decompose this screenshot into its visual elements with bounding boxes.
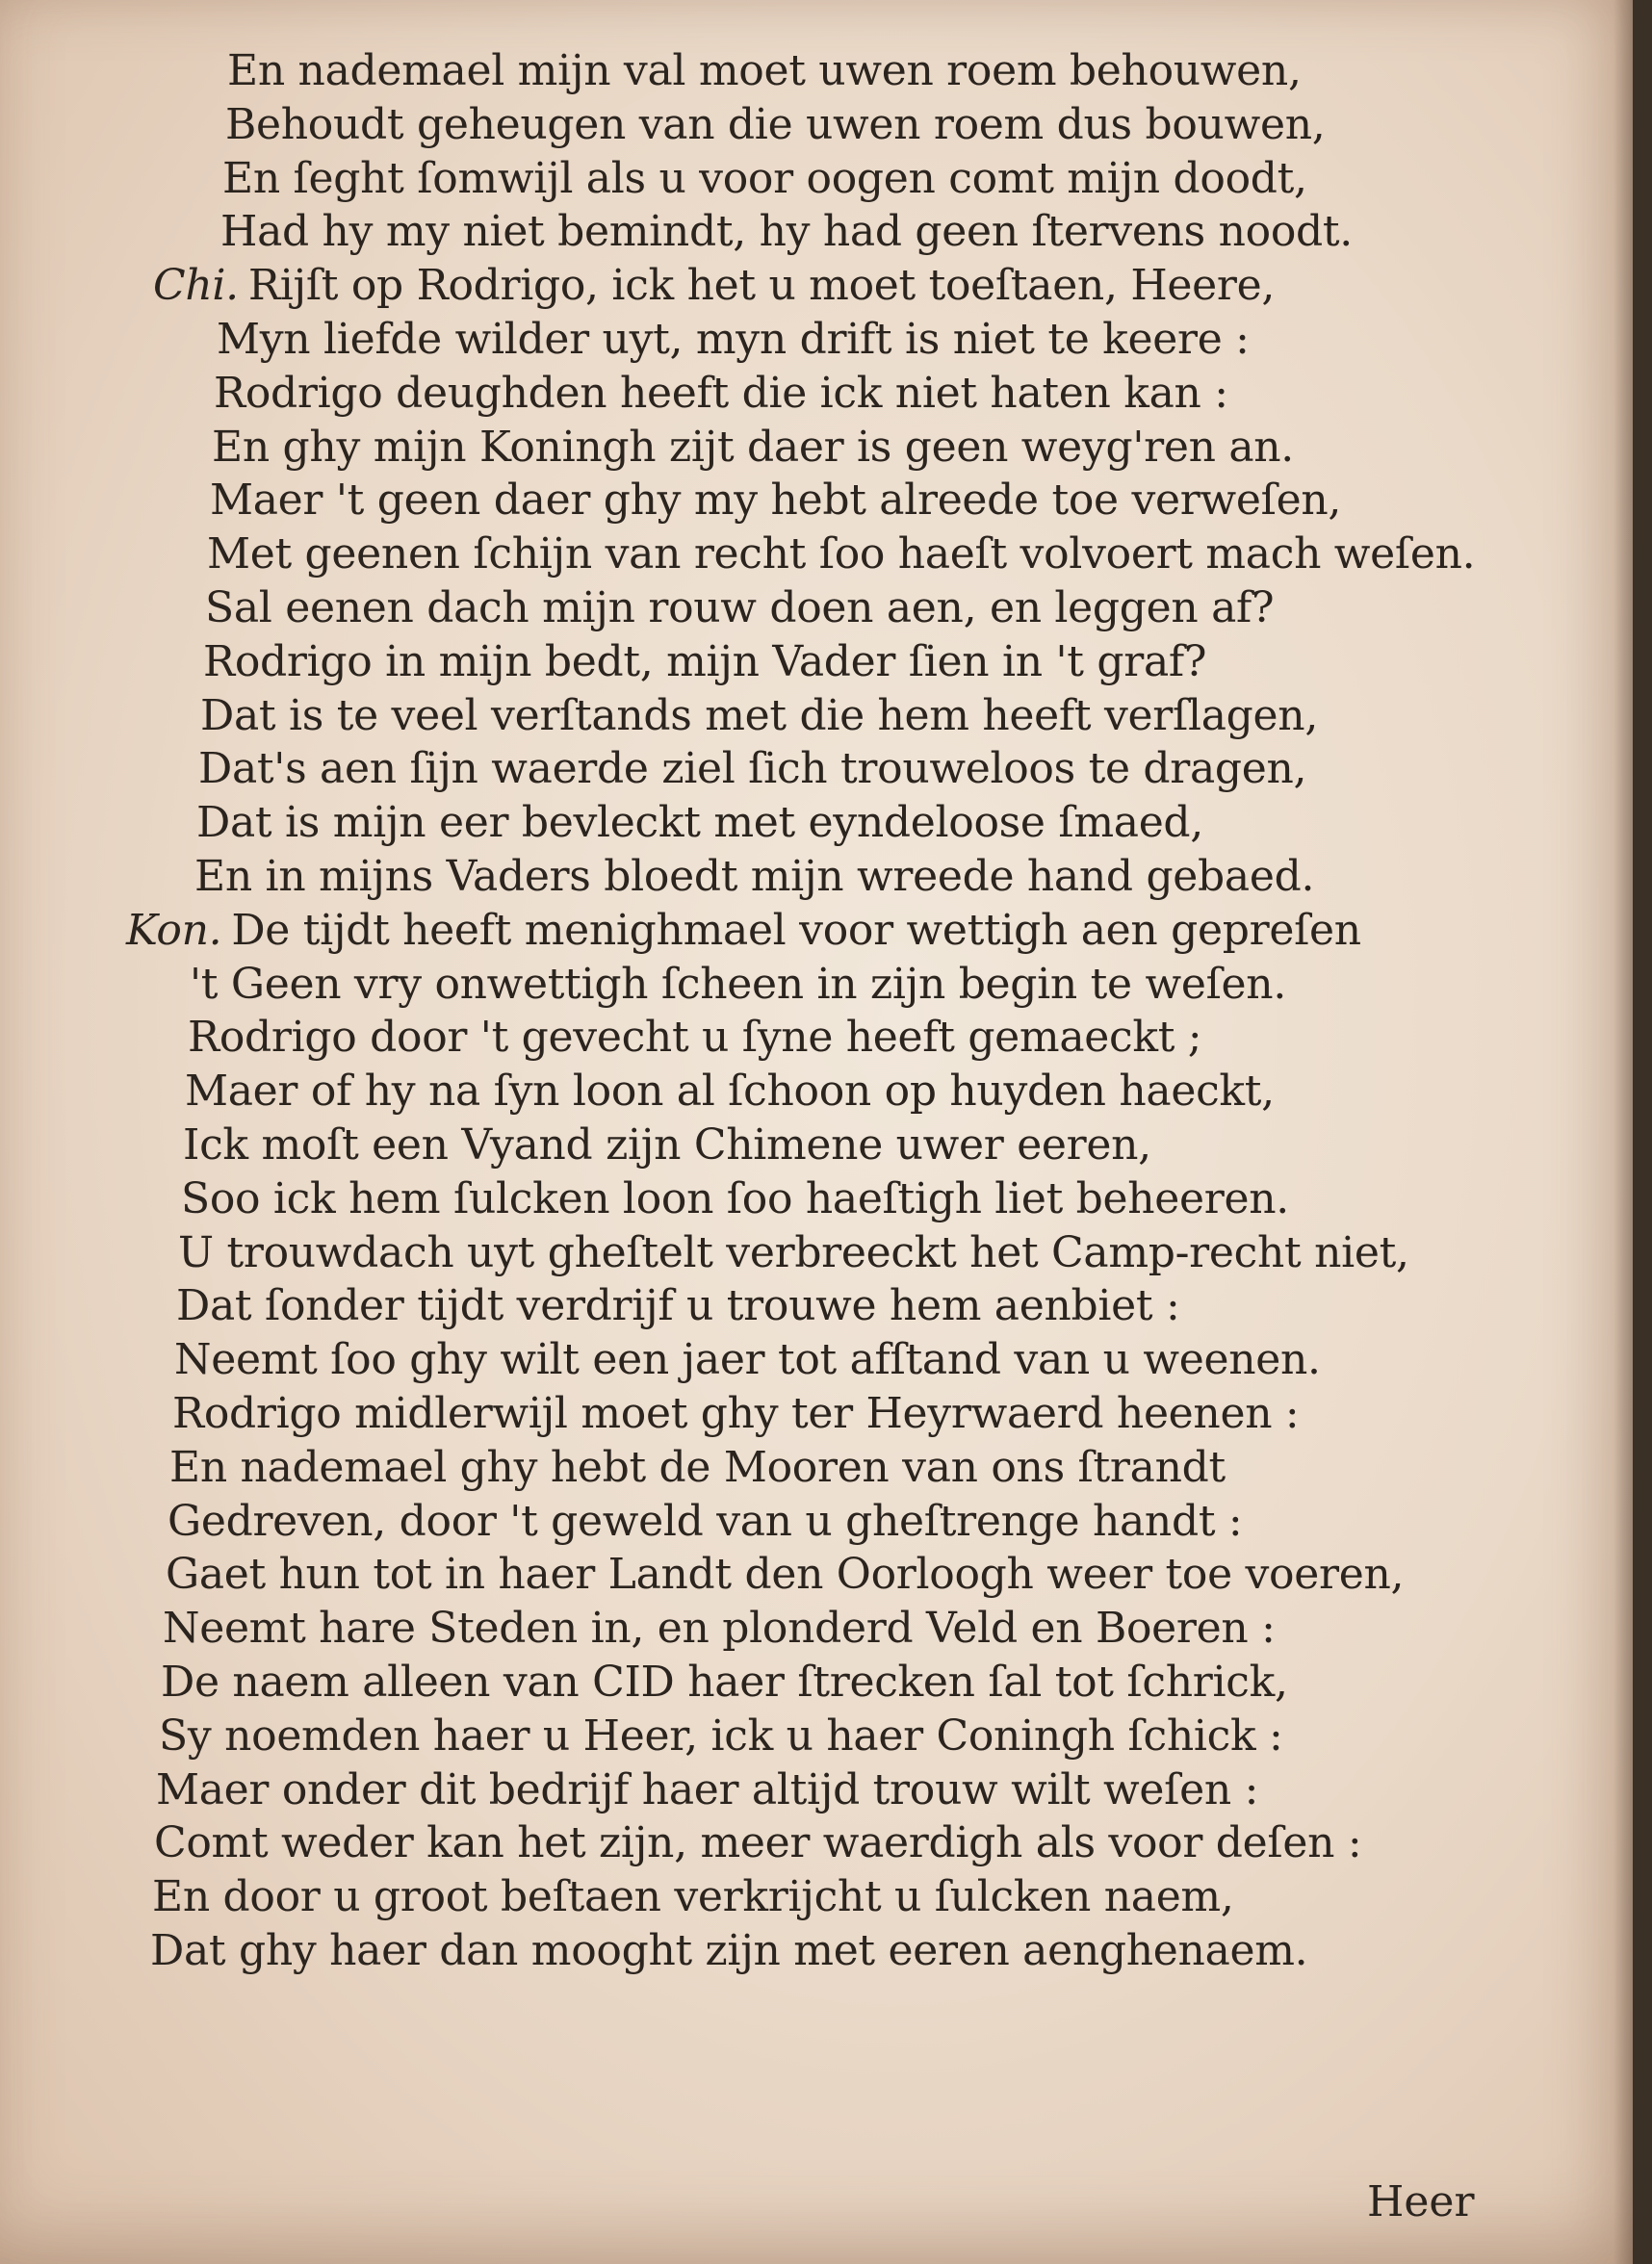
- poem-line: [185, 1067, 1275, 1117]
- poem-line: [153, 261, 1275, 311]
- line-text: En door u groot beſtaen verkrijcht u ſulcken naem,: [152, 1872, 1234, 1921]
- line-text: Neemt hare Steden in, en plonderd Veld en Boeren :: [163, 1604, 1276, 1653]
- line-text: Soo ick hem ſulcken loon ſoo haeſtigh liet beheeren.: [181, 1174, 1289, 1223]
- line-text: U trouwdach uyt gheſtelt verbreeckt het Camp-recht niet,: [178, 1228, 1409, 1277]
- speaker-label: Chi.: [153, 261, 239, 310]
- line-text: Maer onder dit bedrijf haer altijd trouw wilt weſen :: [156, 1765, 1259, 1814]
- poem-line: [212, 423, 1294, 473]
- line-text: Gedreven, door 't geweld van u gheſtrenge handt :: [168, 1497, 1243, 1546]
- poem-line: [194, 852, 1314, 902]
- line-text: Had hy my niet bemindt, hy had geen ſtervens noodt.: [220, 207, 1353, 256]
- poem-line: [222, 154, 1307, 204]
- poem-line: [176, 1281, 1179, 1331]
- line-text: Ick moſt een Vyand zijn Chimene uwer eeren,: [183, 1120, 1151, 1170]
- poem-line: [196, 798, 1203, 848]
- line-text: De naem alleen van CID haer ſtrecken ſal tot ſchrick,: [161, 1658, 1288, 1707]
- poem-line: [188, 1013, 1201, 1063]
- line-text: Dat's aen ſijn waerde ziel ſich trouweloos te dragen,: [198, 744, 1307, 793]
- line-text: Rodrigo deughden heeft die ick niet haten kan :: [214, 369, 1228, 418]
- poem-line: [183, 1120, 1151, 1171]
- speaker-label: Kon.: [126, 906, 222, 955]
- poem-line: [200, 691, 1318, 741]
- poem-line: [210, 476, 1341, 526]
- line-text: Dat is mijn eer bevleckt met eyndeloose ſmaed,: [196, 798, 1203, 847]
- poem-line: [198, 744, 1306, 794]
- poem-line: [163, 1604, 1276, 1654]
- poem-line: [161, 1658, 1288, 1708]
- poem-line: [225, 100, 1325, 150]
- line-text: Maer 't geen daer ghy my hebt alreede toe verweſen,: [210, 476, 1342, 525]
- line-text: Rodrigo door 't gevecht u ſyne heeft gemaeckt ;: [188, 1013, 1202, 1062]
- line-text: Behoudt geheugen van die uwen roem dus bouwen,: [225, 100, 1326, 149]
- line-text: Sy noemden haer u Heer, ick u haer Coningh ſchick :: [159, 1711, 1283, 1761]
- line-text: Dat is te veel verſtands met die hem heeft verſlagen,: [200, 691, 1319, 740]
- line-text: 't Geen vry onwettigh ſcheen in zijn begin te weſen.: [190, 960, 1287, 1009]
- line-text: De tijdt heeft menighmael voor wettigh aen gepreſen: [231, 906, 1361, 955]
- line-text: Dat ſonder tijdt verdrijf u trouwe hem aenbiet :: [176, 1281, 1180, 1330]
- poem-line: [166, 1550, 1404, 1600]
- poem-line: [169, 1443, 1226, 1493]
- poem-line: [156, 1765, 1258, 1815]
- poem-line: [205, 583, 1274, 633]
- line-text: Neemt ſoo ghy wilt een jaer tot afſtand van u weenen.: [174, 1335, 1321, 1384]
- poem-line: [159, 1711, 1283, 1762]
- line-text: Rijſt op Rodrigo, ick het u moet toeſtaen, Heere,: [247, 261, 1276, 310]
- line-text: En nademael mijn val moet uwen roem behouwen,: [227, 46, 1302, 95]
- line-text: Rodrigo midlerwijl moet ghy ter Heyrwaerd heenen :: [172, 1389, 1300, 1438]
- line-text: En nademael ghy hebt de Mooren van ons ſtrandt: [169, 1443, 1226, 1492]
- poem-line: [178, 1228, 1409, 1278]
- line-text: En in mijns Vaders bloedt mijn wreede hand gebaed.: [194, 852, 1315, 901]
- line-text: Sal eenen dach mijn rouw doen aen, en leggen af?: [205, 583, 1275, 632]
- poem-line: [181, 1174, 1289, 1224]
- catchword: Heer: [1367, 2177, 1475, 2226]
- poem-line: [214, 369, 1228, 419]
- poem-line: [154, 1818, 1361, 1868]
- poem-line: [190, 960, 1286, 1010]
- poem-line: [217, 315, 1250, 365]
- poem-line: [220, 207, 1353, 257]
- poem-line: [203, 637, 1206, 687]
- poem-line: [174, 1335, 1321, 1385]
- poem-line: [227, 46, 1302, 96]
- poem-line: [168, 1497, 1242, 1547]
- line-text: En ghy mijn Koningh zijt daer is geen weyg'ren an.: [212, 423, 1294, 472]
- line-text: En ſeght ſomwijl als u voor oogen comt mijn doodt,: [222, 154, 1307, 203]
- poem-line: [207, 529, 1475, 579]
- line-text: Dat ghy haer dan mooght zijn met eeren aenghenaem.: [150, 1926, 1308, 1975]
- line-text: Gaet hun tot in haer Landt den Oorloogh weer toe voeren,: [166, 1550, 1405, 1599]
- line-text: Met geenen ſchijn van recht ſoo haeſt volvoert mach weſen.: [207, 529, 1476, 579]
- line-text: Rodrigo in mijn bedt, mijn Vader ſien in 't graf?: [203, 637, 1207, 686]
- poem-line: [150, 1926, 1307, 1976]
- poem-line: [152, 1872, 1234, 1922]
- poem-line: [172, 1389, 1299, 1439]
- line-text: Myn liefde wilder uyt, myn drift is niet te keere :: [217, 315, 1250, 364]
- line-text: Maer of hy na ſyn loon al ſchoon op huyden haeckt,: [185, 1067, 1275, 1116]
- poem-line: [126, 906, 1361, 956]
- line-text: Comt weder kan het zijn, meer waerdigh als voor deſen :: [154, 1818, 1362, 1867]
